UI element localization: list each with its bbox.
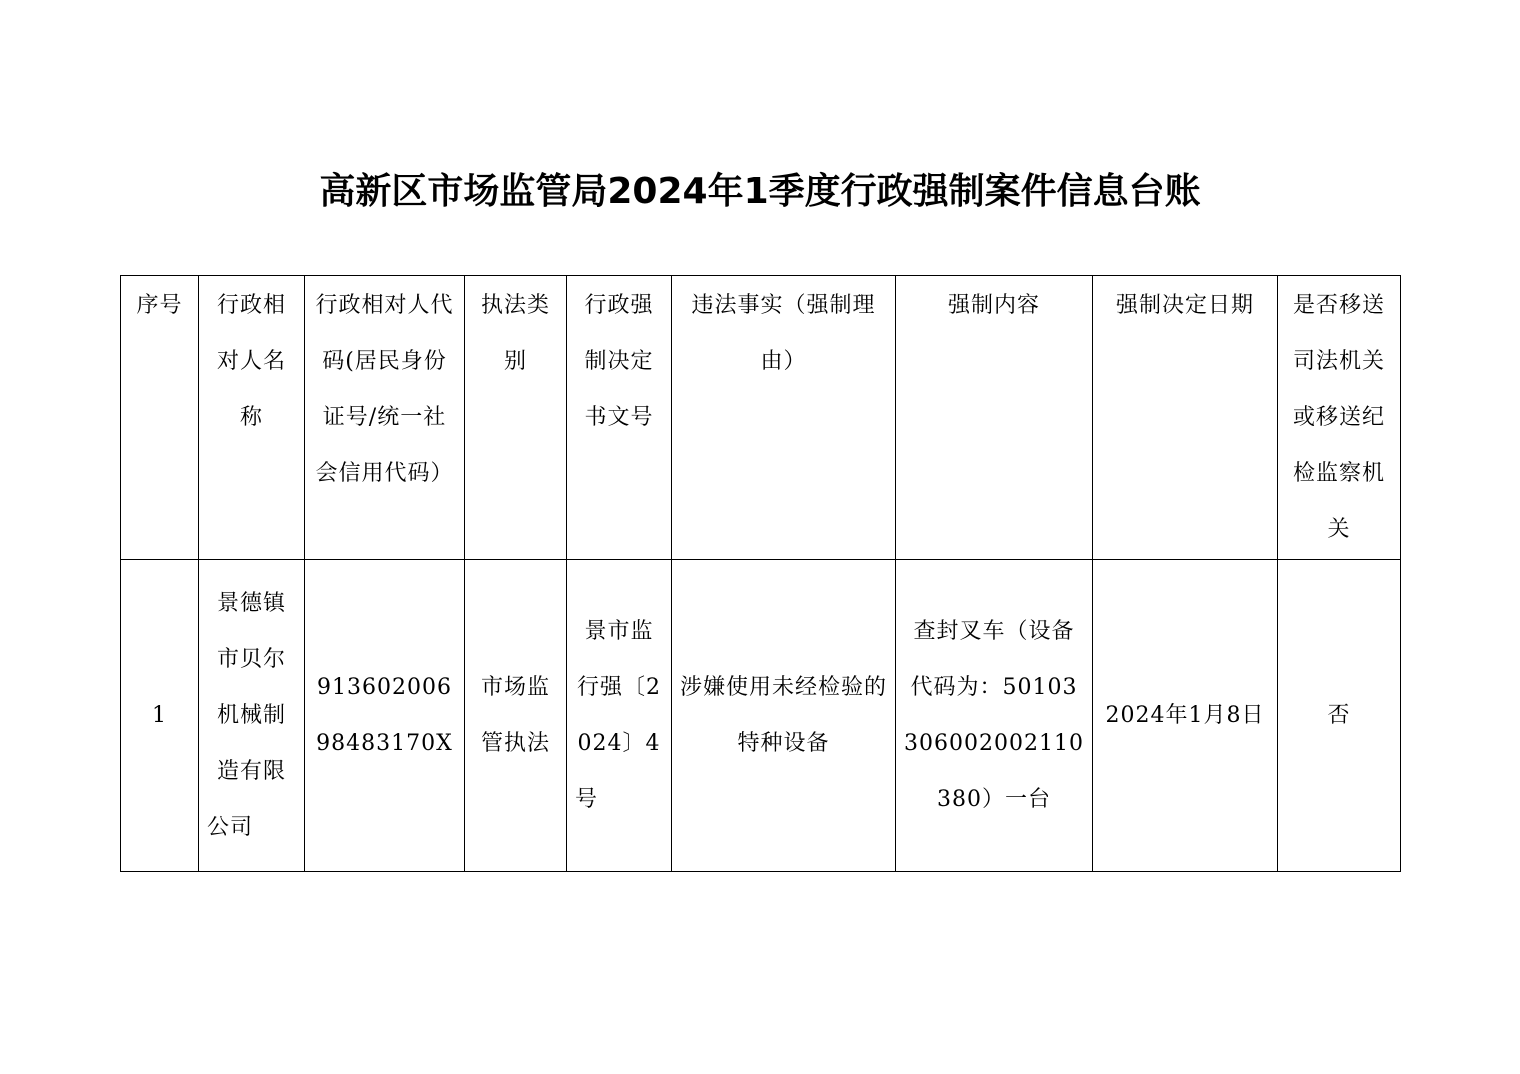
header-seq: 序号: [121, 276, 199, 560]
table-header-row: [121, 276, 1401, 560]
header-party-name: 行政相对人名称: [199, 276, 305, 560]
table-row: [121, 560, 1401, 872]
cell-seq: 1: [121, 560, 199, 872]
cell-party-code: 91360200698483170X: [305, 560, 465, 872]
cell-decision-doc-no: 景市监行强〔2024〕4号: [567, 560, 672, 872]
cell-decision-date: 2024年1月8日: [1093, 560, 1278, 872]
cell-enforcement-category: 市场监管执法: [465, 560, 567, 872]
header-decision-doc-no: 行政强制决定书文号: [567, 276, 672, 560]
case-ledger-table: [120, 275, 1401, 872]
cell-illegal-fact: 涉嫌使用未经检验的特种设备: [672, 560, 896, 872]
header-transferred: 是否移送司法机关或移送纪检监察机关: [1278, 276, 1401, 560]
cell-party-name: 景德镇市贝尔机械制造有限公司: [199, 560, 305, 872]
cell-enforcement-content: 查封叉车（设备代码为：50103306002002110380）一台: [896, 560, 1093, 872]
header-enforcement-category: 执法类别: [465, 276, 567, 560]
header-illegal-fact: 违法事实（强制理由）: [672, 276, 896, 560]
cell-transferred: 否: [1278, 560, 1401, 872]
header-party-code: 行政相对人代码(居民身份证号/统一社会信用代码）: [305, 276, 465, 560]
header-decision-date: 强制决定日期: [1093, 276, 1278, 560]
page-title: 高新区市场监管局2024年1季度行政强制案件信息台账: [319, 171, 1201, 212]
header-enforcement-content: 强制内容: [896, 276, 1093, 560]
